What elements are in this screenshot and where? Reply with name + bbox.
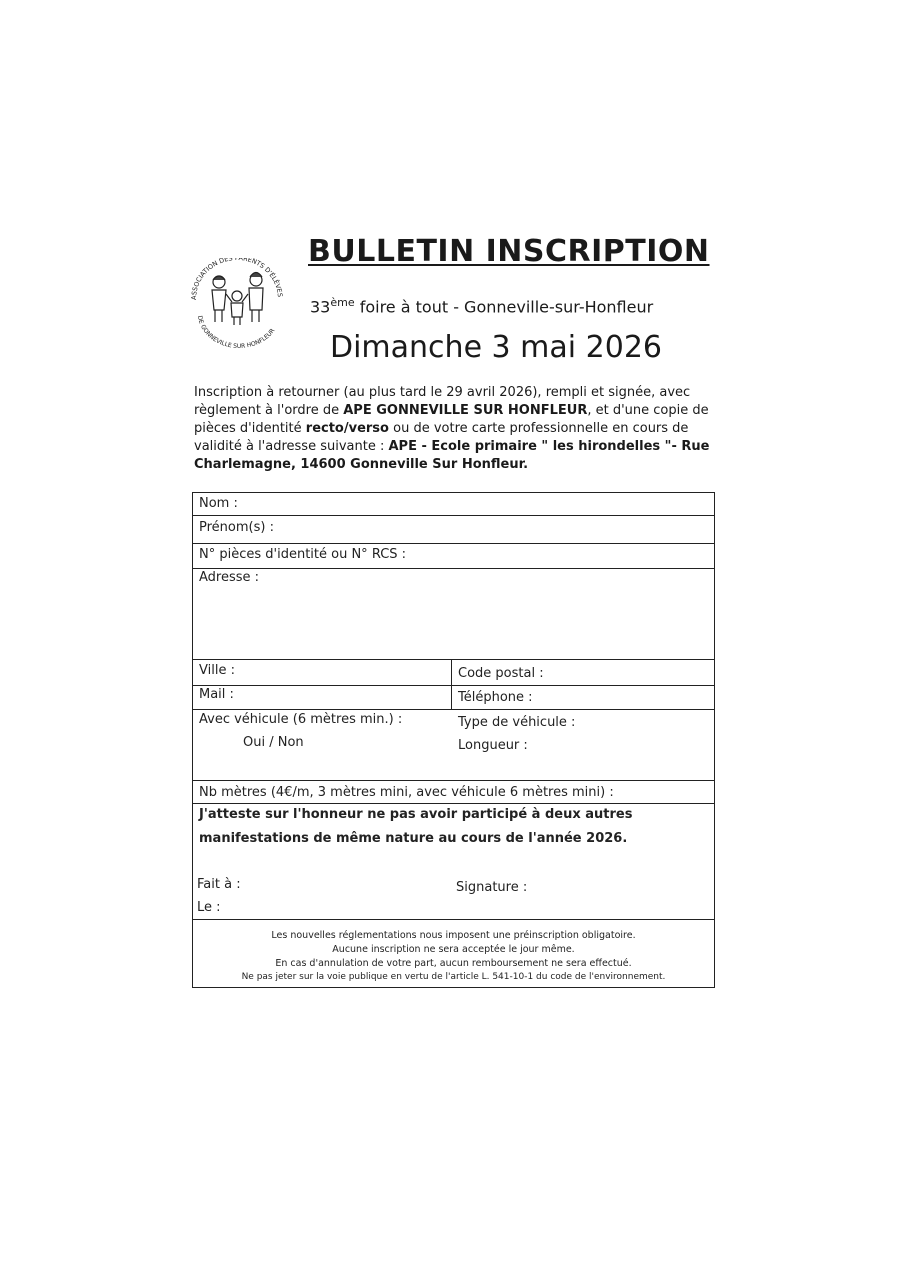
svg-text:DE GONNEVILLE SUR HONFLEUR: [196, 315, 276, 348]
event-date: Dimanche 3 mai 2026: [330, 330, 663, 365]
note-line-3: En cas d'annulation de votre part, aucun remboursement ne sera effectué.: [275, 958, 632, 969]
logo-text-top: ASSOCIATION DES PARENTS D'ÉLÈVES: [189, 258, 284, 301]
field-type-vehicule[interactable]: Type de véhicule :: [458, 715, 576, 730]
field-piece-identite[interactable]: N° pièces d'identité ou N° RCS :: [199, 547, 407, 562]
page-title: BULLETIN INSCRIPTION: [308, 234, 710, 269]
intro-text-1: Inscription à retourner (au plus tard le 29 avril 2026), rempli et signée, avec règlement à l'ordre de: [194, 385, 691, 418]
association-logo: [186, 258, 286, 348]
event-name: foire à tout - Gonneville-sur-Honfleur: [354, 297, 654, 317]
mailing-address: APE - Ecole primaire " les hirondelles "- Rue Charlemagne, 14600 Gonneville Sur Honfleur.: [194, 439, 710, 472]
svg-text:ASSOCIATION DES PARENTS D'ÉLÈV: [190, 258, 284, 300]
field-vehicule: Avec véhicule (6 mètres min.) :: [199, 712, 403, 727]
vehicule-oui-non[interactable]: Oui / Non: [243, 735, 304, 750]
attestation-line-2: manifestations de même nature au cours de l'année 2026.: [199, 831, 628, 846]
note-line-1: Les nouvelles réglementations nous imposent une préinscription obligatoire.: [271, 930, 636, 941]
field-mail[interactable]: Mail :: [199, 687, 234, 702]
field-longueur[interactable]: Longueur :: [458, 738, 528, 753]
registration-form: [192, 492, 715, 988]
note-line-4: Ne pas jeter sur la voie publique en vertu de l'article L. 541-10-1 du code de l'environnement.: [241, 972, 666, 982]
attestation-line-1: J'atteste sur l'honneur ne pas avoir participé à deux autres: [199, 807, 633, 822]
intro-text-3: ou de votre carte professionnelle en cours de validité à l'adresse suivante :: [194, 421, 689, 454]
intro-text-2: , et d'une copie de pièces d'identité: [194, 403, 709, 436]
field-prenom[interactable]: Prénom(s) :: [199, 520, 274, 535]
edition-suffix: ème: [330, 296, 355, 309]
field-fait-a[interactable]: Fait à :: [197, 877, 241, 892]
edition-number: 33: [310, 297, 331, 317]
field-le[interactable]: Le :: [197, 900, 221, 915]
recto-verso: recto/verso: [305, 421, 389, 436]
field-nb-metres[interactable]: Nb mètres (4€/m, 3 mètres mini, avec véhicule 6 mètres mini) :: [199, 785, 614, 800]
instructions-paragraph: [194, 384, 714, 474]
logo-text-bottom: DE GONNEVILLE SUR HONFLEUR: [195, 315, 277, 348]
note-line-2: Aucune inscription ne sera acceptée le jour même.: [332, 944, 575, 955]
field-signature[interactable]: Signature :: [456, 880, 528, 895]
field-telephone[interactable]: Téléphone :: [458, 690, 533, 705]
field-adresse[interactable]: Adresse :: [199, 570, 260, 585]
field-nom[interactable]: Nom :: [199, 496, 238, 511]
payee-name: APE GONNEVILLE SUR HONFLEUR: [343, 403, 588, 418]
field-ville[interactable]: Ville :: [199, 663, 235, 678]
field-code-postal[interactable]: Code postal :: [458, 666, 544, 681]
event-subtitle: [310, 296, 653, 316]
